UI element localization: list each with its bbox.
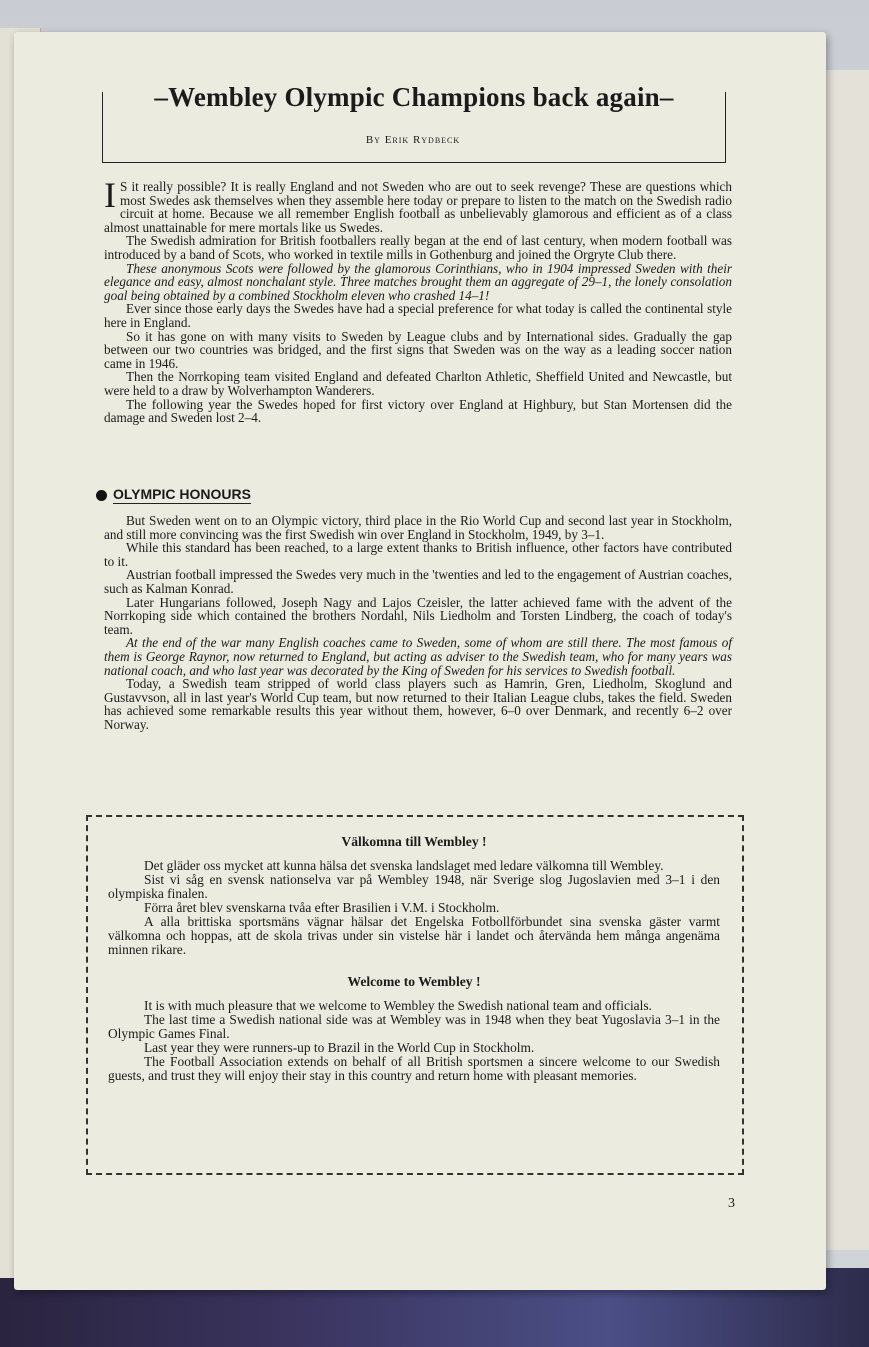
article-paragraph: But Sweden went on to an Olympic victory, third place in the Rio World Cup and second last year in Stockholm, and still more convincing was the first Swedish win over England in Stockholm, 1949, by 3–1.: [104, 513, 732, 542]
swedish-heading: Välkomna till Wembley !: [341, 834, 487, 849]
byline: By Erik Rydbeck: [365, 134, 461, 146]
olympic-honours-body: [104, 514, 732, 732]
section-heading: [96, 486, 251, 504]
swedish-paragraph: Det gläder oss mycket att kunna hälsa det svenska landslaget med ledare välkomna till Wembley.: [144, 858, 664, 873]
article-paragraph: Austrian football impressed the Swedes very much in the 'twenties and led to the engagement of Austrian coaches, such as Kalman Konrad.: [104, 567, 732, 596]
english-paragraph: The Football Association extends on behalf of all British sportsmen a sincere welcome to our Swedish guests, and trust they will enjoy their stay in this country and return home with pleasant memories.: [108, 1054, 720, 1083]
article-paragraph: The following year the Swedes hoped for first victory over England at Highbury, but Stan Mortensen did the damage and Sweden lost 2–4.: [104, 396, 732, 426]
english-paragraph: It is with much pleasure that we welcome to Wembley the Swedish national team and officials.: [144, 998, 652, 1013]
section-heading-label: OLYMPIC HONOURS: [113, 486, 251, 502]
article-first-paragraph: [104, 175, 732, 235]
welcome-box: [86, 815, 744, 1175]
article-paragraph: Today, a Swedish team stripped of world class players such as Hamrin, Gren, Liedholm, Skoglund and Gustavvson, all in last year's World Cup team, but now returned to their Italian League clubs, takes the field. Sweden has achieved some remarkable results this year without them, however, 6–0 over Denmark, and recently 6–2 over Norway.: [104, 676, 732, 732]
english-paragraph: Last year they were runners-up to Brazil in the World Cup in Stockholm.: [144, 1040, 535, 1055]
bullet-icon: [96, 490, 107, 501]
article-paragraph: So it has gone on with many visits to Sweden by League clubs and by International sides. Gradually the gap between our two countries was bridged, and the first signs that Sweden was on the way as a leading soccer nation came in 1946.: [104, 328, 732, 371]
title-rule-left: –: [154, 82, 169, 112]
article-paragraph: Then the Norrkoping team visited England and defeated Charlton Athletic, Sheffield United and Newcastle, but were held to a draw by Wolverhampton Wanderers.: [104, 369, 732, 398]
first-paragraph-text: S it really possible? It is really England and not Sweden who are out to seek revenge? These are questions which most Swedes ask themselves when they assemble here today or prepare to listen to the match on the Swedish radio circuit at home. Because we all remember English football as unbelievably glamorous and efficient as of a class almost unattainable for mere mortals like us Swedes.: [104, 179, 732, 235]
title-text: Wembley Olympic Champions back again: [168, 82, 660, 112]
swedish-paragraph: A alla brittiska sportsmäns vägnar hälsar det Engelska Fotbollförbundet sina svenska gäster varmt välkomna och hoppas, att de skola trivas under sin vistelse här i landet och återvända hem många angenäma minnen rikare.: [108, 914, 720, 957]
article-paragraph: Ever since those early days the Swedes have had a special preference for what today is called the continental style here in England.: [104, 301, 732, 330]
spacer: [108, 957, 720, 971]
next-page-edge: [826, 70, 869, 1250]
article-paragraph: While this standard has been reached, to a large extent thanks to British influence, other factors have contributed to it.: [104, 540, 732, 569]
article-paragraph: Later Hungarians followed, Joseph Nagy and Lajos Czeisler, the latter achieved fame with the advent of the Norrkoping side which contained the brothers Nordahl, Nils Liedholm and Torsten Lindberg, the coach of today's team.: [104, 594, 732, 637]
page-title: [104, 82, 724, 113]
page-number: 3: [728, 1196, 735, 1211]
title-rule-right: –: [659, 82, 674, 112]
swedish-paragraph: Sist vi såg en svensk nationselva var på Wembley 1948, när Sverige slog Jugoslavien med 3–1 i den olympiska finalen.: [108, 872, 720, 901]
swedish-paragraph: Förra året blev svenskarna tvåa efter Brasilien i V.M. i Stockholm.: [144, 900, 500, 915]
article-body: [104, 175, 732, 426]
english-paragraph: The last time a Swedish national side was at Wembley was in 1948 when they beat Yugoslavia 3–1 in the Olympic Games Final.: [108, 1012, 720, 1041]
article-paragraph: At the end of the war many English coaches came to Sweden, some of whom are still there. The most famous of them is George Raynor, now returned to England, but acting as adviser to the Swedish team, who for many years was national coach, and who last year was decorated by the King of Sweden for his services to Swedish football.: [104, 635, 732, 678]
welcome-content: [108, 831, 720, 1083]
english-heading: Welcome to Wembley !: [347, 974, 481, 989]
drop-cap: I: [104, 175, 116, 215]
article-paragraph: These anonymous Scots were followed by the glamorous Corinthians, who in 1904 impressed Sweden with their elegance and easy, almost nonchalant style. Three matches brought them an aggregate of 29–1, the lonely consolation goal being obtained by a combined Stockholm eleven who crashed 14–1!: [104, 260, 732, 303]
article-paragraph: The Swedish admiration for British footballers really began at the end of last century, when modern football was introduced by a band of Scots, who worked in textile mills in Gothenburg and joined the Orgryte Club there.: [104, 233, 732, 262]
